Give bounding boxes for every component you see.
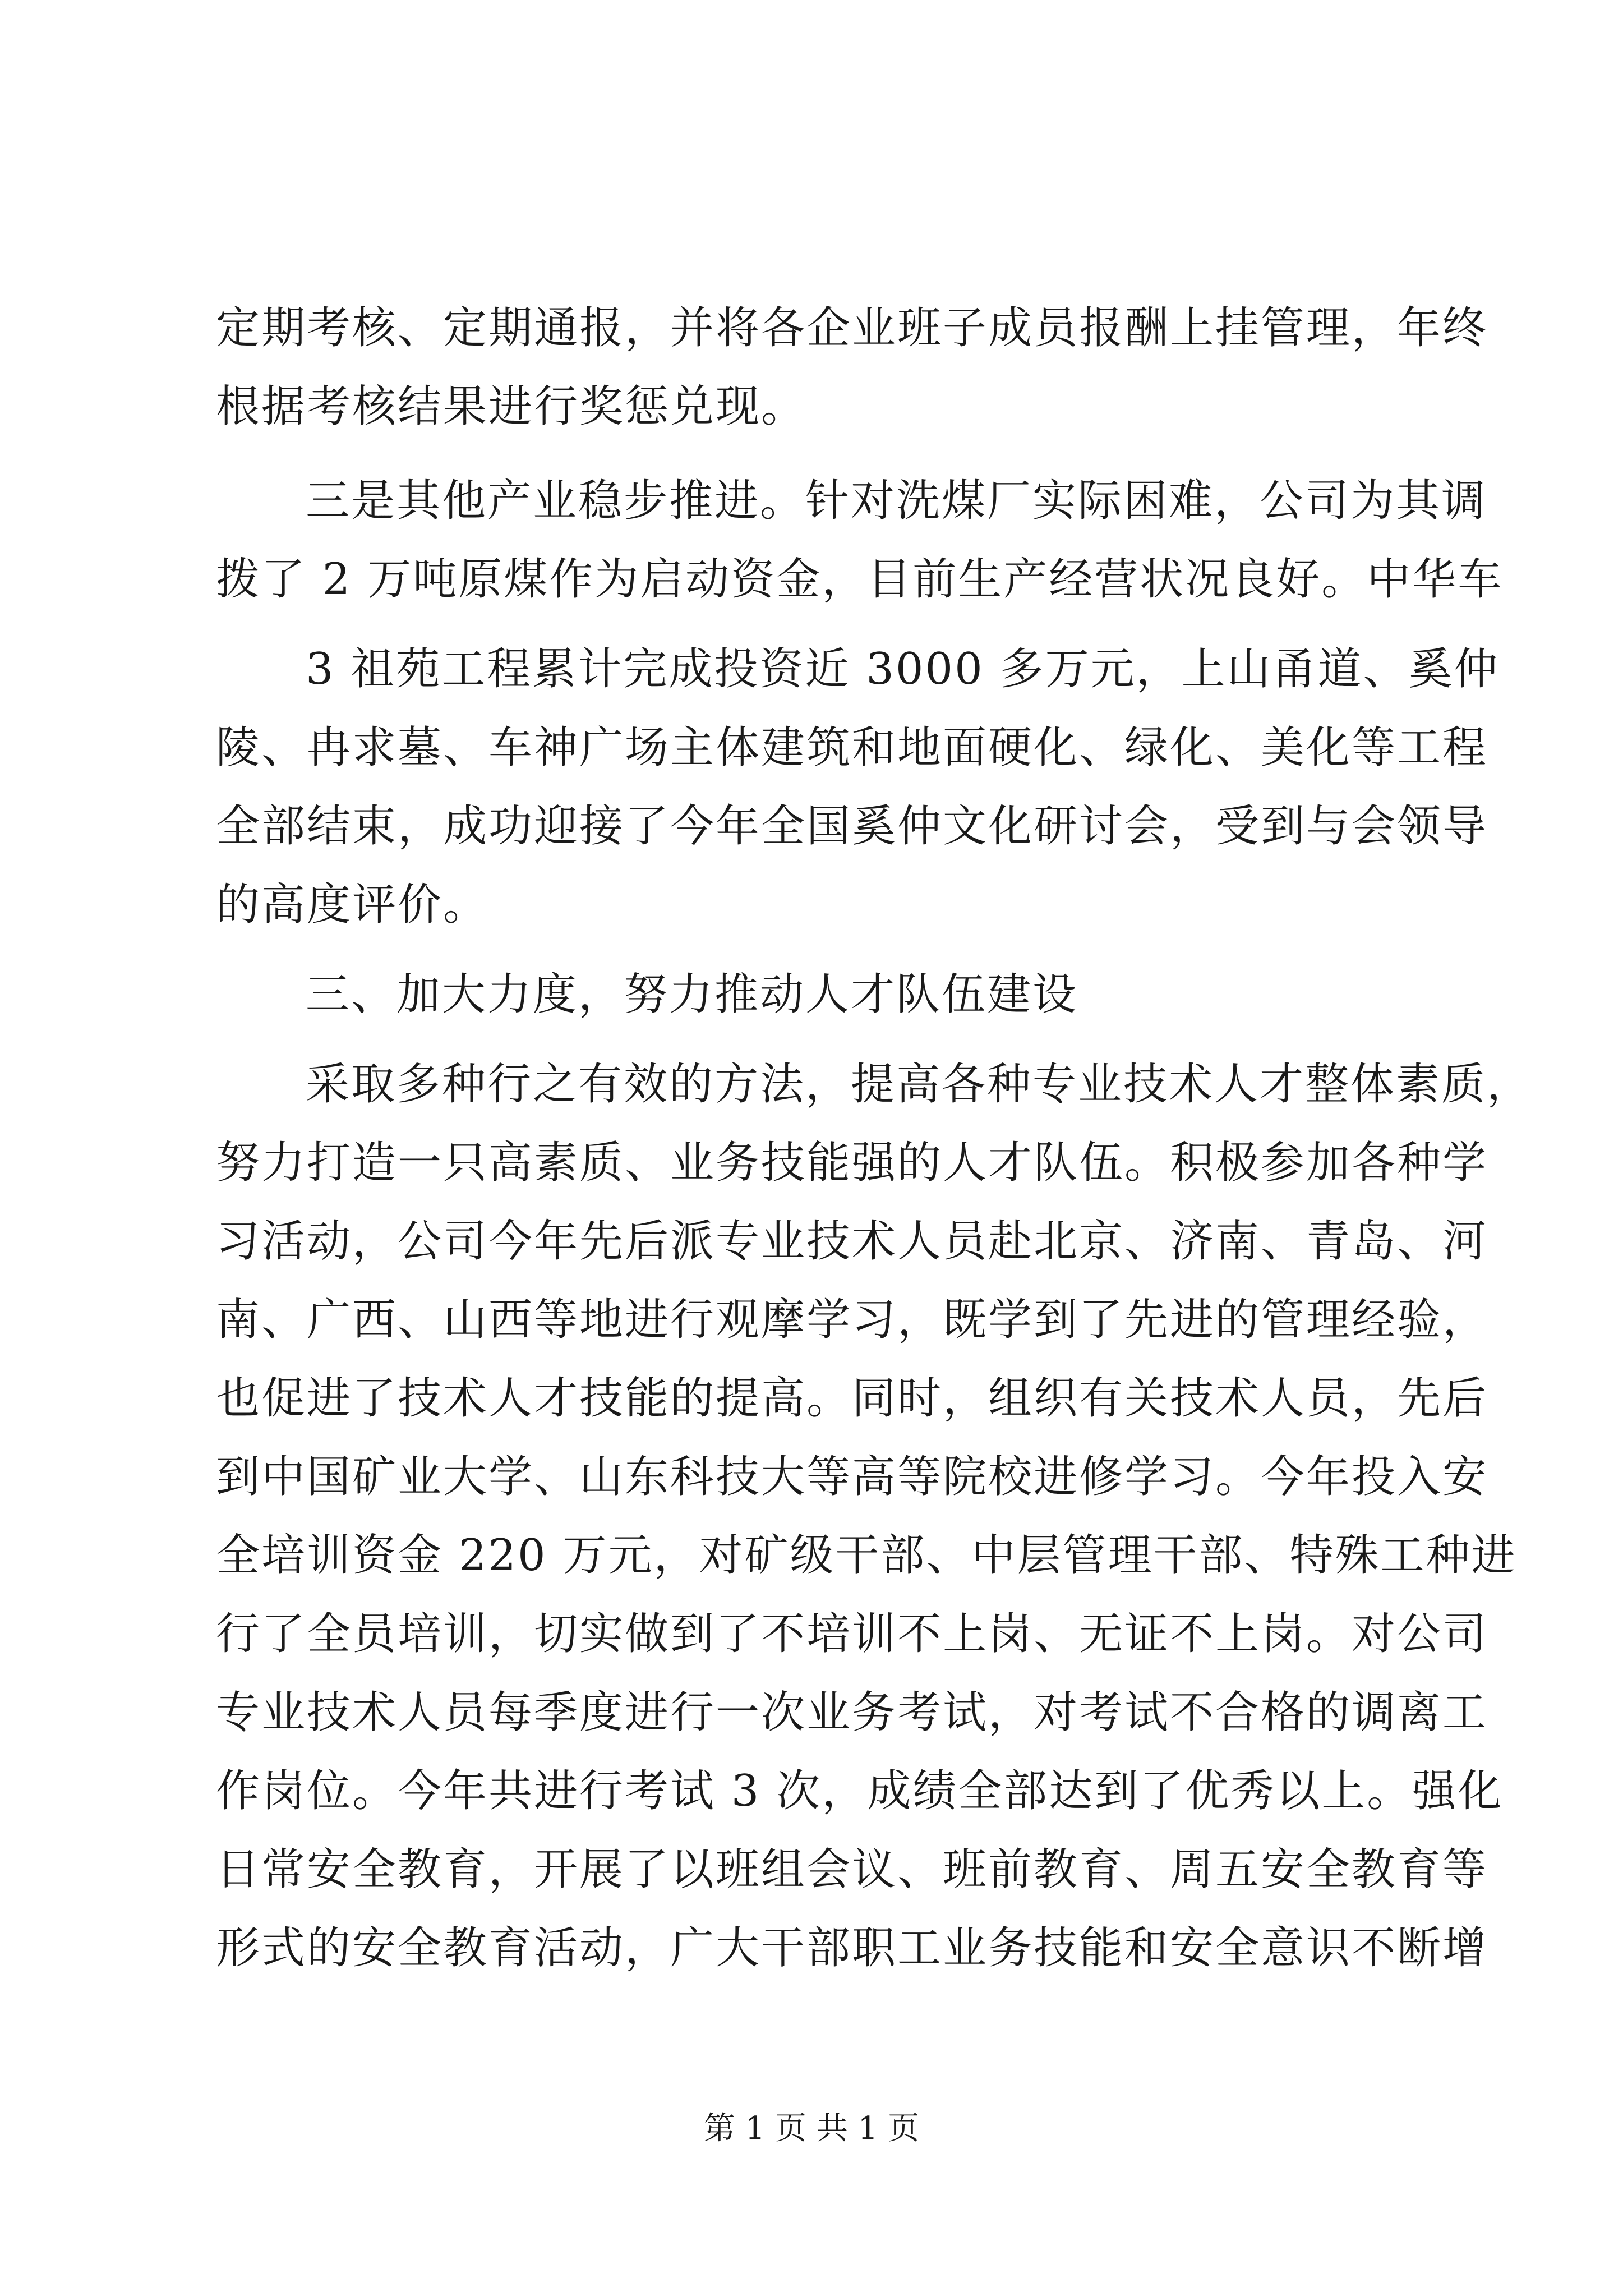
text-line: 到中国矿业大学、山东科技大等高等院校进修学习。今年投入安 xyxy=(216,1452,1488,1502)
text-line: 日常安全教育，开展了以班组会议、班前教育、周五安全教育等 xyxy=(216,1844,1488,1895)
text-line: 全培训资金 220 万元，对矿级干部、中层管理干部、特殊工种进 xyxy=(216,1530,1517,1581)
text-line: 专业技术人员每季度进行一次业务考试，对考试不合格的调离工 xyxy=(216,1687,1488,1738)
text-line: 作岗位。今年共进行考试 3 次，成绩全部达到了优秀以上。强化 xyxy=(216,1766,1504,1816)
text-line: 的高度评价。 xyxy=(216,880,489,930)
text-line: 全部结束，成功迎接了今年全国奚仲文化研讨会，受到与会领导 xyxy=(216,801,1488,852)
text-line: 努力打造一只高素质、业务技能强的人才队伍。积极参加各种学 xyxy=(216,1138,1488,1188)
page-footer: 第 1 页 共 1 页 xyxy=(703,2110,920,2147)
text-line: 也促进了技术人才技能的提高。同时，组织有关技术人员，先后 xyxy=(216,1373,1488,1424)
text-line: 拨了 2 万吨原煤作为启动资金，目前生产经营状况良好。中华车 xyxy=(216,554,1504,605)
text-line: 行了全员培训，切实做到了不培训不上岗、无证不上岗。对公司 xyxy=(216,1609,1488,1659)
paragraph-start-line: 三是其他产业稳步推进。针对洗煤厂实际困难，公司为其调 xyxy=(306,476,1487,526)
text-line: 形式的安全教育活动，广大干部职工业务技能和安全意识不断增 xyxy=(216,1923,1488,1973)
text-line: 南、广西、山西等地进行观摩学习，既学到了先进的管理经验， xyxy=(216,1295,1488,1345)
text-line: 习活动，公司今年先后派专业技术人员赴北京、济南、青岛、河 xyxy=(216,1216,1488,1267)
text-line: 陵、冉求墓、车神广场主体建筑和地面硬化、绿化、美化等工程 xyxy=(216,723,1488,773)
section-heading: 三、加大力度，努力推动人才队伍建设 xyxy=(306,969,1078,1020)
paragraph-start-line: 3 祖苑工程累计完成投资近 3000 多万元，上山甬道、奚仲 xyxy=(306,644,1500,694)
text-line: 定期考核、定期通报，并将各企业班子成员报酬上挂管理，年终 xyxy=(216,303,1488,353)
paragraph-start-line: 采取多种行之有效的方法，提高各种专业技术人才整体素质， xyxy=(306,1059,1533,1110)
text-line: 根据考核结果进行奖惩兑现。 xyxy=(216,381,807,432)
